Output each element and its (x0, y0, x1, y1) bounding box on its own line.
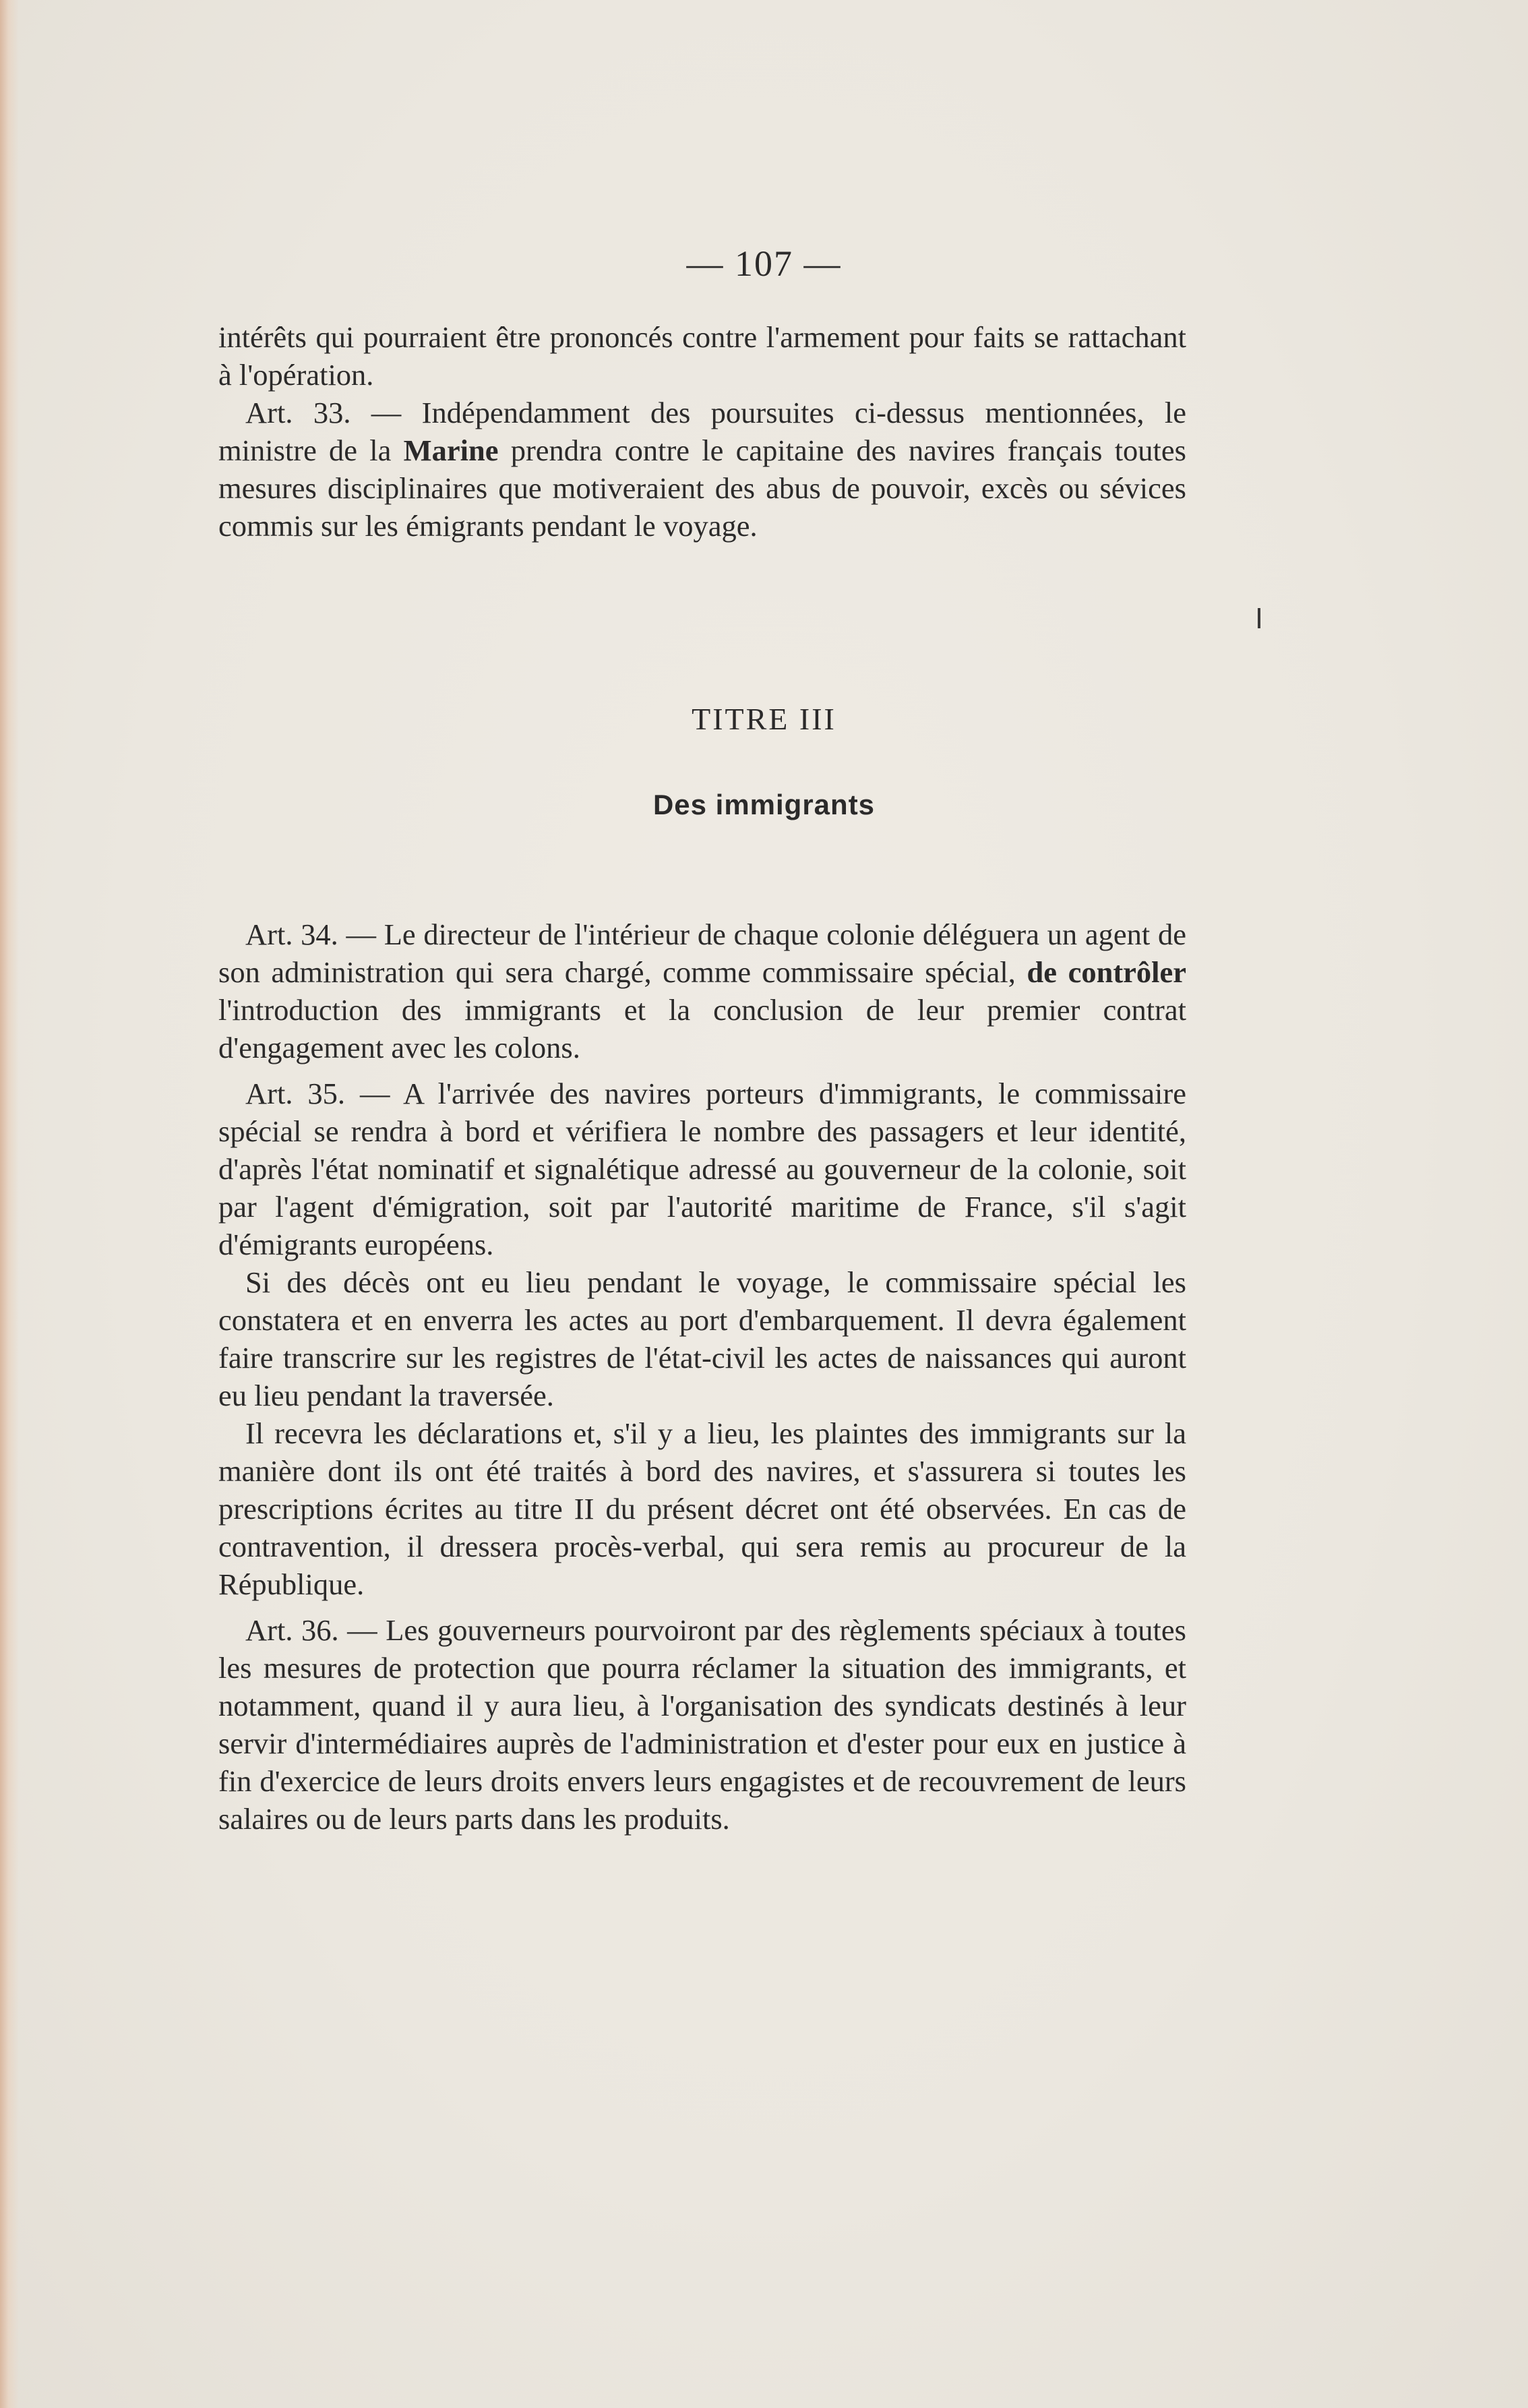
article-35-paragraph-2: Si des décès ont eu lieu pendant le voyage, le commissaire spécial les constatera et en enverra les actes au port d'embarquement. Il devra également faire transcrire sur les registres de l'état-civil les actes de naissances qui auront eu lieu pendant la traversée. (218, 1265, 1186, 1412)
text-block-article-33 (218, 318, 1186, 545)
article-33-bold-term: Marine (403, 433, 499, 467)
section-title: TITRE III (692, 702, 836, 736)
article-34-bold-term: de contrôler (1027, 955, 1186, 989)
article-34-paragraph (218, 915, 1186, 1066)
article-36-paragraph: Art. 36. — Les gouverneurs pourvoiront par des règlements spéciaux à toutes les mesures de protection que pourra réclamer la situation des immigrants, et notamment, quand il y aura lieu, à l'organisation des syndicats destinés à leur servir d'intermédiaires auprès de l'administration et d'ester pour eux en justice à fin d'exercice de leurs droits envers leurs engagistes et de recouvrement de leurs salaires ou de leurs parts dans les produits. (218, 1613, 1186, 1836)
article-34-text-start: Art. 34. — Le directeur de l'intérieur de chaque colonie déléguera un agent de son administration qui sera chargé, comme commissaire spécial, (218, 917, 1186, 989)
article-33-text-start: Art. 33. — Indépendamment des poursuites ci-dessus mentionnées, le ministre de la (218, 396, 1186, 467)
stray-ink-mark (1258, 608, 1260, 628)
article-34-text-end: l'introduction des immigrants et la conclusion de leur premier contrat d'engagement avec les colons. (218, 993, 1186, 1064)
article-33-paragraph (218, 394, 1186, 545)
article-33-text-end: prendra contre le capitaine des navires français toutes mesures disciplinaires que motiveraient des abus de pouvoir, excès ou sévices commis sur les émigrants pendant le voyage. (218, 433, 1186, 543)
page-binding-edge (0, 0, 19, 2408)
text-block-articles-34-36 (218, 915, 1186, 1838)
article-35-paragraph: Art. 35. — A l'arrivée des navires porteurs d'immigrants, le commissaire spécial se rendra à bord et vérifiera le nombre des passagers et leur identité, d'après l'état nominatif et signalétique adressé au gouverneur de la colonie, soit par l'agent d'émigration, soit par l'autorité maritime de France, s'il s'agit d'émigrants européens. (218, 1077, 1186, 1261)
section-subtitle: Des immigrants (652, 789, 876, 820)
page-number: — 107 — (686, 243, 842, 284)
article-35-paragraph-3: Il recevra les déclarations et, s'il y a lieu, les plaintes des immigrants sur la manière dont ils ont été traités à bord des navires, et s'assurera si toutes les prescriptions écrites au titre II du présent décret ont été observées. En cas de contravention, il dressera procès-verbal, qui sera remis au procureur de la République. (218, 1416, 1186, 1601)
continuation-paragraph: intérêts qui pourraient être prononcés contre l'armement pour faits se rattachant à l'opération. (218, 320, 1186, 392)
